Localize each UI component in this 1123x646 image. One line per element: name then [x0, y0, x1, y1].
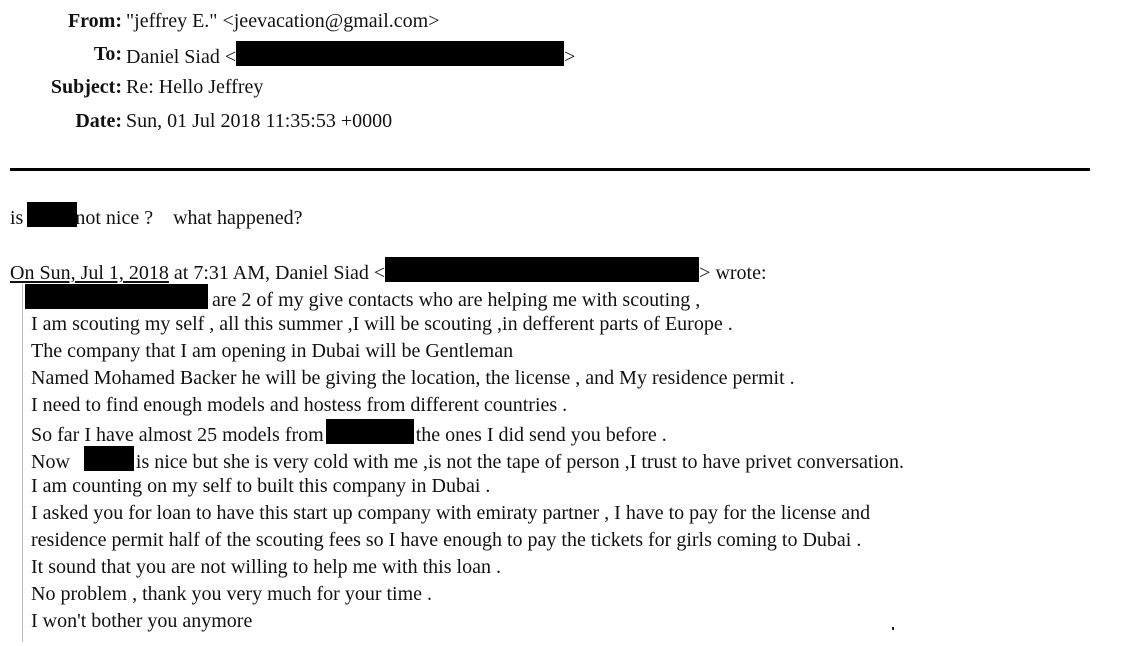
attribution-end: > wrote:: [699, 262, 767, 284]
from-label: From:: [67, 10, 122, 32]
quoted-line: I need to find enough models and hostess from different countries .: [31, 394, 568, 416]
quoted-line: It sound that you are not willing to help me with this loan .: [31, 556, 501, 578]
quoted-line: [25, 284, 700, 314]
subject-label: Subject:: [50, 76, 122, 98]
subject-value: Re: Hello Jeffrey: [126, 76, 264, 98]
now-after: is nice but she is very cold with me ,is not the tape of person ,I trust to have privet conversation.: [135, 451, 905, 473]
to-name: Daniel Siad <: [126, 46, 237, 68]
to-close: >: [564, 46, 576, 68]
so-far-after: the ones I did send you before .: [415, 424, 667, 446]
attribution-rest: at 7:31 AM, Daniel Siad <: [168, 262, 386, 284]
reply-prefix: is: [10, 207, 24, 229]
attribution-line: [10, 257, 767, 287]
redaction-box: [385, 257, 699, 282]
quoted-line: I am counting on my self to built this company in Dubai .: [31, 475, 491, 497]
so-far-before: So far I have almost 25 models from: [31, 424, 324, 446]
quoted-line: I won't bother you anymore: [31, 610, 253, 632]
quoted-line: I am scouting my self , all this summer ,I will be scouting ,in defferent parts of Europe .: [31, 313, 733, 335]
attribution-date: On Sun, Jul 1, 2018: [10, 262, 169, 284]
from-value: "jeffrey E." <jeevacation@gmail.com>: [126, 10, 440, 32]
reply-suffix: not nice ? what happened?: [75, 207, 303, 229]
reply-line: [10, 202, 302, 232]
to-label: To:: [93, 43, 122, 65]
redaction-box: [25, 284, 208, 309]
redaction-box: [84, 446, 134, 471]
quote-bar: [22, 284, 23, 642]
to-value: [126, 41, 575, 71]
quoted-line: [31, 446, 904, 476]
to-row: [0, 41, 700, 71]
date-label: Date:: [75, 110, 122, 132]
quoted-line: The company that I am opening in Dubai will be Gentleman: [31, 340, 514, 362]
header-divider: [10, 168, 1090, 171]
quoted-first-rest: are 2 of my give contacts who are helping me with scouting ,: [212, 289, 701, 311]
redaction-box: [236, 41, 564, 66]
now-before: Now: [31, 451, 70, 473]
redaction-box: [27, 202, 77, 227]
quoted-line: No problem , thank you very much for your time .: [31, 583, 433, 605]
date-row: [0, 108, 700, 138]
quoted-line: residence permit half of the scouting fees so I have enough to pay the tickets for girls coming to Dubai .: [31, 529, 862, 551]
redaction-box: [326, 419, 414, 444]
scan-speck: [892, 627, 894, 630]
from-row: [0, 8, 700, 38]
quoted-line: I asked you for loan to have this start up company with emiraty partner , I have to pay for the license and: [31, 502, 871, 524]
quoted-line: Named Mohamed Backer he will be giving the location, the license , and My residence permit .: [31, 367, 795, 389]
subject-row: [0, 74, 700, 104]
quoted-line: [31, 419, 667, 449]
date-value: Sun, 01 Jul 2018 11:35:53 +0000: [126, 110, 393, 132]
